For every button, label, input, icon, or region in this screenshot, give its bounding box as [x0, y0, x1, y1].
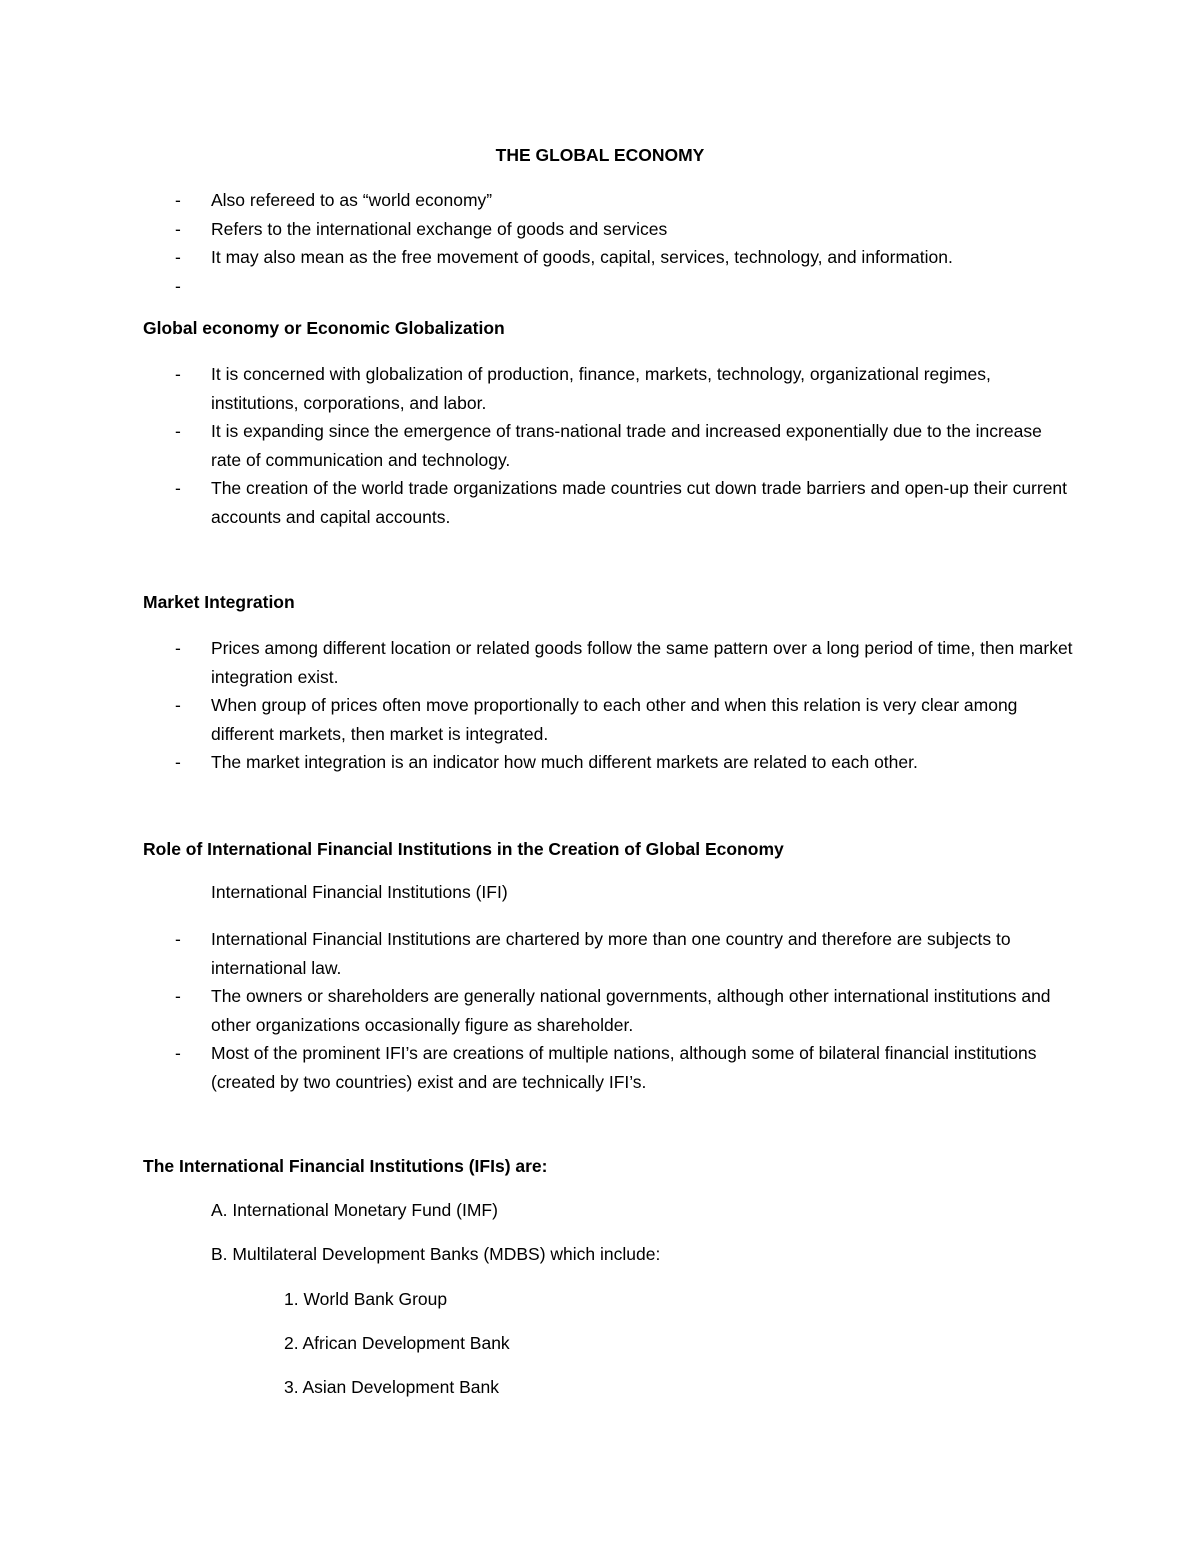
list-item — [175, 925, 1075, 982]
bullet-text: International Financial Institutions are chartered by more than one country and therefore are subjects to international law. — [211, 929, 1011, 978]
section-heading-ifis-are: The International Financial Institutions (IFIs) are: — [143, 1156, 548, 1176]
ifi-item-b: B. Multilateral Development Banks (MDBS) which include: — [211, 1244, 661, 1264]
document-title: THE GLOBAL ECONOMY — [495, 145, 705, 165]
dash-bullet-icon: - — [175, 1043, 181, 1063]
list-item — [175, 1039, 1075, 1096]
ifi-subtitle: International Financial Institutions (IFI) — [211, 882, 508, 902]
mdb-item-1: 1. World Bank Group — [284, 1289, 448, 1309]
list-item — [175, 417, 1075, 474]
list-item — [175, 474, 1075, 531]
dash-bullet-icon: - — [175, 364, 181, 384]
section-heading-market-integration: Market Integration — [143, 592, 295, 612]
dash-bullet-icon: - — [175, 190, 181, 210]
dash-bullet-icon: - — [175, 638, 181, 658]
bullet-text: The owners or shareholders are generally national governments, although other international institutions and other organizations occasionally figure as shareholder. — [211, 986, 1051, 1035]
bullet-text: It may also mean as the free movement of goods, capital, services, technology, and information. — [211, 247, 953, 267]
dash-bullet-icon: - — [175, 478, 181, 498]
list-item — [175, 243, 1075, 272]
section-heading-global-economy: Global economy or Economic Globalization — [143, 318, 505, 338]
ifi-bullet-list — [175, 925, 1075, 1096]
list-item — [175, 360, 1075, 417]
dash-bullet-icon: - — [175, 752, 181, 772]
dash-bullet-icon: - — [175, 421, 181, 441]
bullet-text: It is expanding since the emergence of trans-national trade and increased exponentially due to the increase rate of communication and technology. — [211, 421, 1042, 470]
bullet-text: Most of the prominent IFI’s are creations of multiple nations, although some of bilateral financial institutions (created by two countries) exist and are technically IFI’s. — [211, 1043, 1037, 1092]
ifi-item-a: A. International Monetary Fund (IMF) — [211, 1200, 498, 1220]
market-integration-bullet-list — [175, 634, 1075, 777]
bullet-text: The market integration is an indicator how much different markets are related to each other. — [211, 752, 918, 772]
section-heading-ifi-role: Role of International Financial Institutions in the Creation of Global Economy — [143, 839, 784, 859]
bullet-text: It is concerned with globalization of production, finance, markets, technology, organizational regimes, institutions, corporations, and labor. — [211, 364, 991, 413]
dash-bullet-icon: - — [175, 986, 181, 1006]
bullet-text: Also refereed to as “world economy” — [211, 190, 493, 210]
dash-bullet-icon: - — [175, 218, 181, 239]
mdb-item-2: 2. African Development Bank — [284, 1333, 510, 1353]
global-economy-bullet-list — [175, 360, 1075, 531]
dash-bullet-icon: - — [175, 275, 181, 296]
bullet-text: Prices among different location or related goods follow the same pattern over a long period of time, then market integration exist. — [211, 638, 1073, 687]
list-item — [175, 982, 1075, 1039]
bullet-text: The creation of the world trade organizations made countries cut down trade barriers and open-up their current accounts and capital accounts. — [211, 478, 1068, 527]
bullet-text: When group of prices often move proportionally to each other and when this relation is very clear among different markets, then market is integrated. — [211, 695, 1018, 744]
intro-bullet-list — [175, 186, 1075, 296]
list-item — [175, 634, 1075, 691]
list-item — [175, 691, 1075, 748]
dash-bullet-icon: - — [175, 247, 181, 267]
list-item — [175, 748, 1075, 777]
mdb-item-3: 3. Asian Development Bank — [284, 1377, 499, 1397]
bullet-text: Refers to the international exchange of goods and services — [211, 218, 668, 239]
dash-bullet-icon: - — [175, 929, 181, 949]
dash-bullet-icon: - — [175, 695, 181, 715]
list-item — [175, 215, 1075, 244]
list-item — [175, 186, 1075, 215]
